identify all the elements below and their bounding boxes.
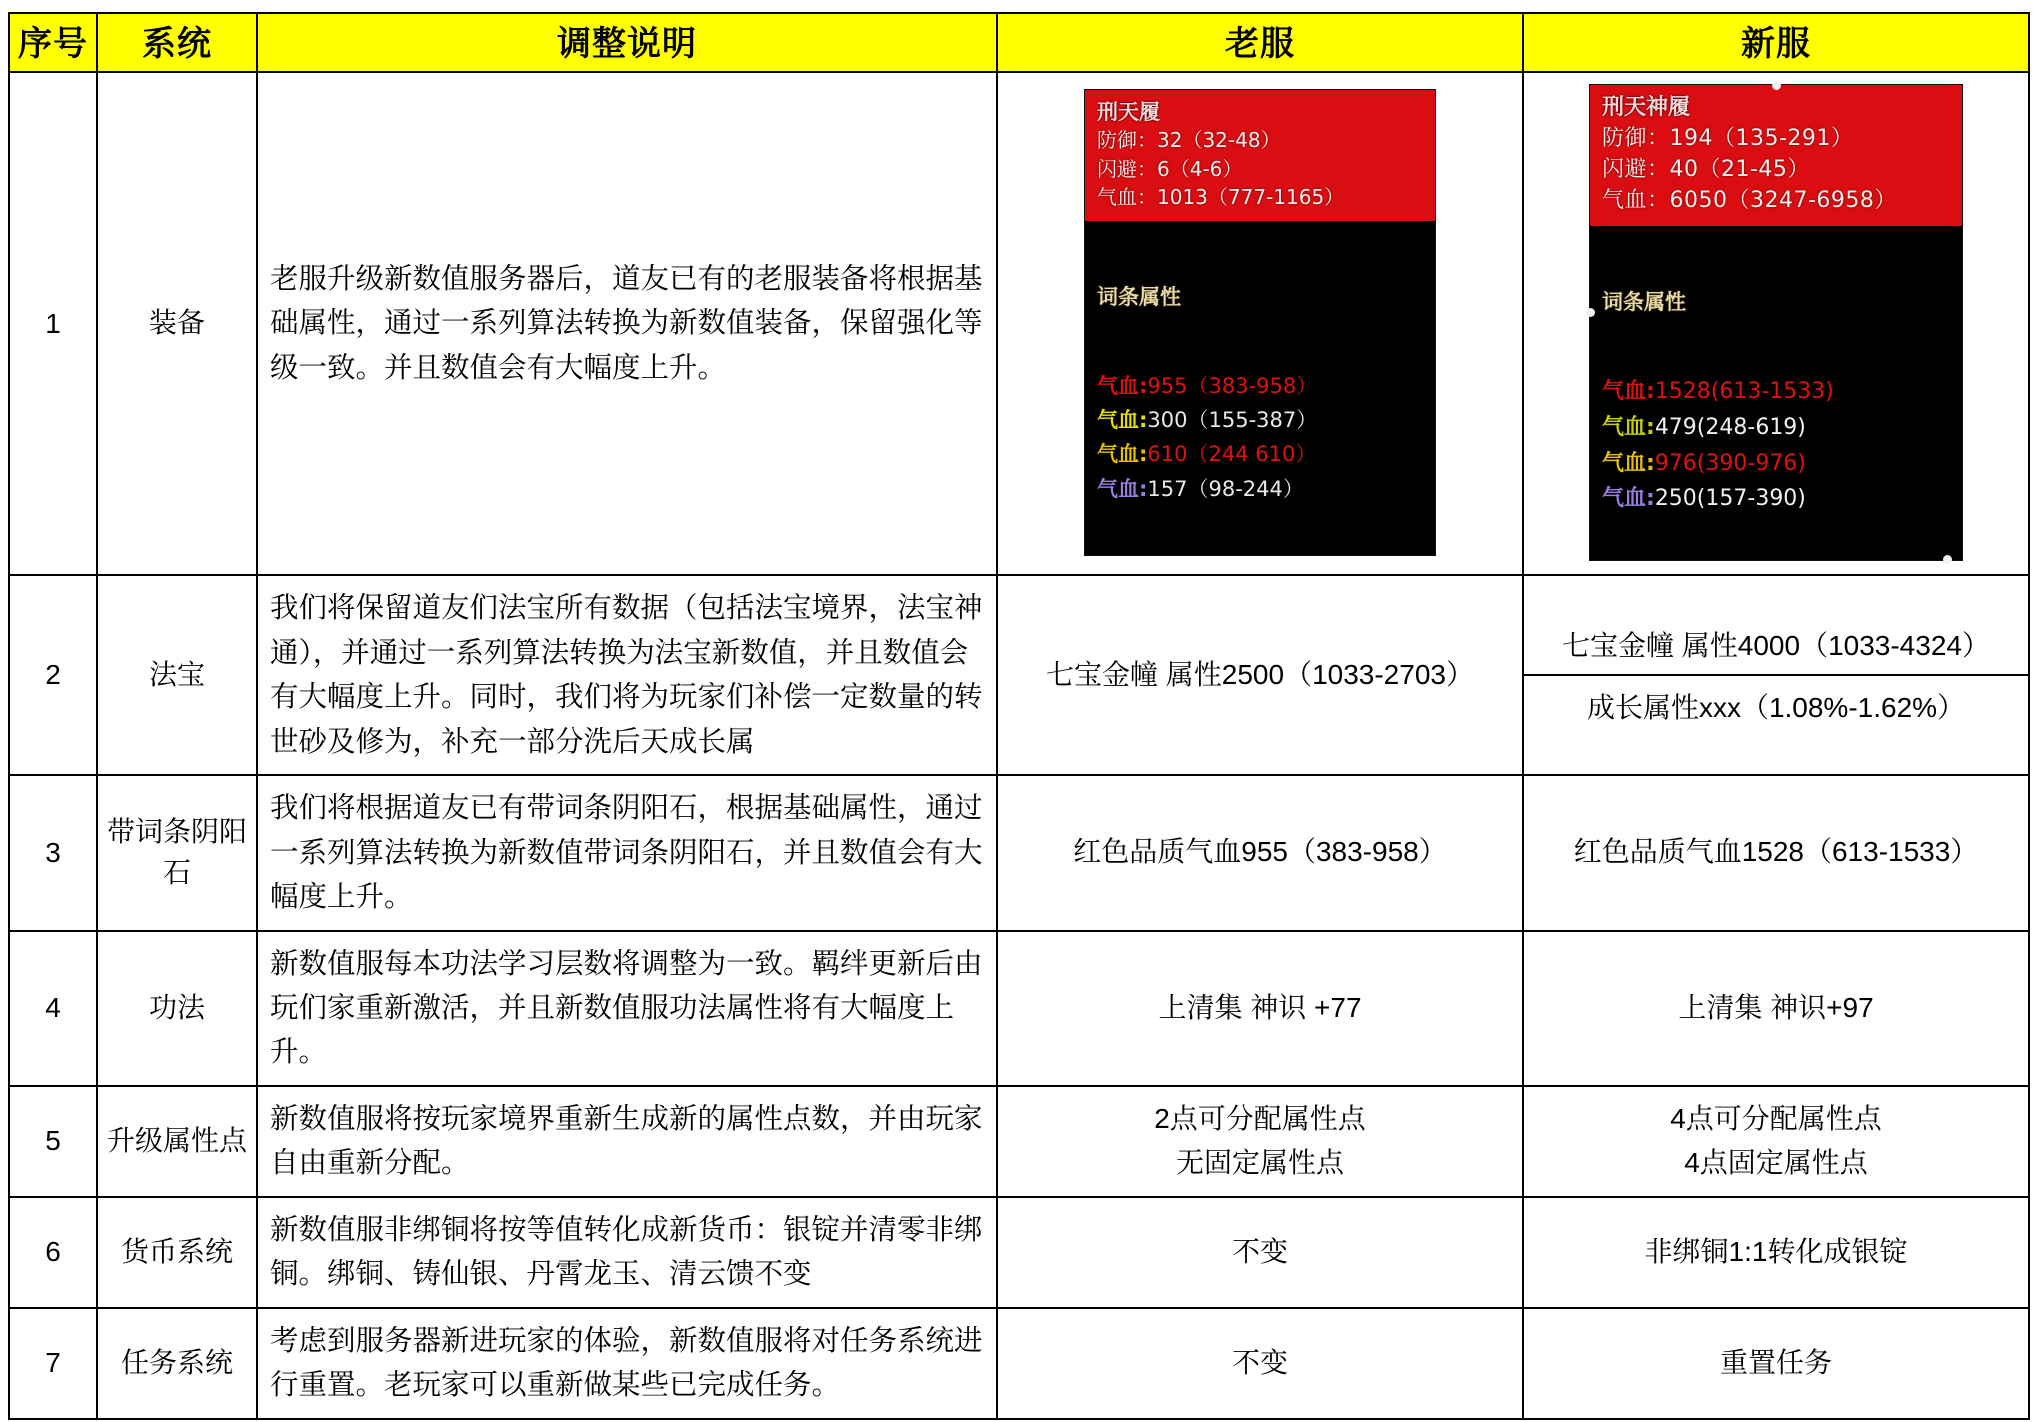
old-server-cell bbox=[997, 72, 1523, 575]
column-header-index: 序号 bbox=[9, 13, 97, 72]
value-line: 不变 bbox=[1231, 1346, 1288, 1378]
tooltip-affix-section-title: 词条属性 bbox=[1097, 285, 1181, 310]
row-description: 老服升级新数值服务器后，道友已有的老服装备将根据基础属性，通过一系列算法转换为新数值装备，保留强化等级一致。并且数值会有大幅度上升。 bbox=[257, 72, 997, 575]
new-server-value bbox=[1523, 1086, 2029, 1197]
tooltip-base-stat: 气血：1013（777-1165） bbox=[1097, 185, 1345, 210]
row-description: 我们将根据道友已有带词条阴阳石，根据基础属性，通过一系列算法转换为新数值带词条阴阳石，并且数值会有大幅度上升。 bbox=[257, 775, 997, 930]
new-server-value bbox=[1523, 775, 2029, 930]
old-server-value bbox=[997, 1308, 1523, 1419]
column-header-old-server: 老服 bbox=[997, 13, 1523, 72]
table-row bbox=[9, 775, 2029, 930]
old-server-value bbox=[997, 931, 1523, 1086]
row-index: 3 bbox=[9, 775, 97, 930]
column-header-system: 系统 bbox=[97, 13, 257, 72]
row-system: 法宝 bbox=[97, 575, 257, 775]
value-line: 无固定属性点 bbox=[1175, 1147, 1344, 1179]
table-row bbox=[9, 1086, 2029, 1197]
value-line: 成长属性xxx（1.08%-1.62%） bbox=[1524, 675, 2028, 736]
affix-value: 479(248-619) bbox=[1654, 415, 1806, 441]
table-row bbox=[9, 575, 2029, 775]
value-line: 非绑铜1:1转化成银锭 bbox=[1644, 1235, 1908, 1267]
row-system: 货币系统 bbox=[97, 1197, 257, 1308]
old-server-value bbox=[997, 1197, 1523, 1308]
row-system: 功法 bbox=[97, 931, 257, 1086]
tooltip-body bbox=[1590, 226, 1962, 560]
new-server-split-table bbox=[1524, 614, 2028, 736]
value-line: 2点可分配属性点 bbox=[1154, 1102, 1366, 1134]
image-resize-handle-top[interactable] bbox=[1772, 81, 1781, 90]
row-index: 1 bbox=[9, 72, 97, 575]
header-row bbox=[9, 13, 2029, 72]
value-line: 红色品质气血1528（613-1533） bbox=[1573, 836, 1979, 868]
affix-label: 气血: bbox=[1097, 408, 1148, 433]
tooltip-item-name: 刑天神履 bbox=[1602, 95, 1691, 120]
tooltip-affix-list bbox=[1097, 369, 1425, 505]
row-index: 6 bbox=[9, 1197, 97, 1308]
affix-value: 300（155-387） bbox=[1147, 408, 1318, 433]
tooltip-affix-row bbox=[1602, 481, 1952, 517]
row-index: 7 bbox=[9, 1308, 97, 1419]
row-index: 2 bbox=[9, 575, 97, 775]
table-header bbox=[9, 13, 2029, 72]
old-server-value bbox=[997, 1086, 1523, 1197]
tooltip-affix-row bbox=[1602, 410, 1952, 446]
tooltip-affix-row bbox=[1097, 437, 1425, 471]
affix-value: 955（383-958） bbox=[1147, 374, 1318, 399]
tooltip-affix-row bbox=[1097, 369, 1425, 403]
row-index: 5 bbox=[9, 1086, 97, 1197]
tooltip-base-stat: 闪避：6（4-6） bbox=[1097, 156, 1243, 181]
new-server-value bbox=[1523, 1197, 2029, 1308]
tooltip-base-stat: 防御：194（135-291） bbox=[1602, 125, 1854, 151]
affix-label: 气血: bbox=[1097, 374, 1148, 399]
row-description: 新数值服每本功法学习层数将调整为一致。羁绊更新后由玩们家重新激活，并且新数值服功法属性将有大幅度上升。 bbox=[257, 931, 997, 1086]
tooltip-affix-row bbox=[1097, 403, 1425, 437]
new-server-value bbox=[1523, 1308, 2029, 1419]
affix-label: 气血: bbox=[1602, 415, 1655, 441]
affix-value: 157（98-244） bbox=[1147, 476, 1304, 501]
row-description: 新数值服将按玩家境界重新生成新的属性点数，并由玩家自由重新分配。 bbox=[257, 1086, 997, 1197]
table-row bbox=[9, 72, 2029, 575]
table-row bbox=[9, 1308, 2029, 1419]
new-server-cell bbox=[1523, 72, 2029, 575]
affix-value: 976(390-976) bbox=[1654, 450, 1806, 476]
affix-label: 气血: bbox=[1097, 442, 1148, 467]
new-server-item-tooltip bbox=[1590, 85, 1962, 560]
value-line: 红色品质气血955（383-958） bbox=[1073, 836, 1447, 868]
table-body bbox=[9, 72, 2029, 1419]
value-line: 上清集 神识+97 bbox=[1678, 991, 1874, 1023]
old-server-value bbox=[997, 575, 1523, 775]
value-line: 七宝金幢 属性4000（1033-4324） bbox=[1524, 614, 2028, 675]
value-line: 4点固定属性点 bbox=[1684, 1147, 1868, 1179]
row-system: 升级属性点 bbox=[97, 1086, 257, 1197]
row-description: 考虑到服务器新进玩家的体验，新数值服将对任务系统进行重置。老玩家可以重新做某些已完成任务。 bbox=[257, 1308, 997, 1419]
table-row bbox=[9, 1197, 2029, 1308]
row-system: 带词条阴阳石 bbox=[97, 775, 257, 930]
column-header-description: 调整说明 bbox=[257, 13, 997, 72]
tooltip-base-stat: 防御：32（32-48） bbox=[1097, 128, 1281, 153]
row-system: 装备 bbox=[97, 72, 257, 575]
new-server-value bbox=[1523, 575, 2029, 775]
value-line: 不变 bbox=[1231, 1235, 1288, 1267]
row-description: 新数值服非绑铜将按等值转化成新货币：银锭并清零非绑铜。绑铜、铸仙银、丹霄龙玉、清云馈不变 bbox=[257, 1197, 997, 1308]
value-line: 上清集 神识 +77 bbox=[1158, 991, 1362, 1023]
row-index: 4 bbox=[9, 931, 97, 1086]
affix-label: 气血: bbox=[1602, 486, 1655, 512]
tooltip-affix-list bbox=[1602, 374, 1952, 517]
old-server-value bbox=[997, 775, 1523, 930]
affix-value: 610（244 610） bbox=[1147, 442, 1317, 467]
image-resize-handle-bottom[interactable] bbox=[1943, 555, 1952, 564]
tooltip-base-stat: 闪避：40（21-45） bbox=[1602, 156, 1810, 182]
tooltip-base-stat: 气血：6050（3247-6958） bbox=[1602, 188, 1897, 214]
tooltip-affix-row bbox=[1097, 472, 1425, 506]
value-line: 七宝金幢 属性2500（1033-2703） bbox=[1046, 658, 1474, 690]
tooltip-body bbox=[1085, 221, 1435, 555]
tooltip-affix-row bbox=[1602, 446, 1952, 482]
row-system: 任务系统 bbox=[97, 1308, 257, 1419]
tooltip-affix-section-title: 词条属性 bbox=[1602, 290, 1686, 315]
affix-label: 气血: bbox=[1097, 476, 1148, 501]
affix-value: 1528(613-1533) bbox=[1654, 379, 1834, 405]
tooltip-header bbox=[1590, 85, 1962, 226]
tooltip-affix-row bbox=[1602, 374, 1952, 410]
new-server-value bbox=[1523, 931, 2029, 1086]
value-line: 4点可分配属性点 bbox=[1670, 1102, 1882, 1134]
tooltip-header bbox=[1085, 90, 1435, 222]
column-header-new-server: 新服 bbox=[1523, 13, 2029, 72]
affix-label: 气血: bbox=[1602, 379, 1655, 405]
table-row bbox=[9, 931, 2029, 1086]
tooltip-item-name: 刑天履 bbox=[1097, 99, 1160, 124]
affix-label: 气血: bbox=[1602, 450, 1655, 476]
old-server-item-tooltip bbox=[1085, 90, 1435, 556]
affix-value: 250(157-390) bbox=[1654, 486, 1806, 512]
adjustment-comparison-table bbox=[8, 12, 2030, 1420]
row-description: 我们将保留道友们法宝所有数据（包括法宝境界，法宝神通），并通过一系列算法转换为法宝新数值，并且数值会有大幅度上升。同时，我们将为玩家们补偿一定数量的转世砂及修为，补充一部分洗后天成长属 bbox=[257, 575, 997, 775]
value-line: 重置任务 bbox=[1719, 1346, 1832, 1378]
